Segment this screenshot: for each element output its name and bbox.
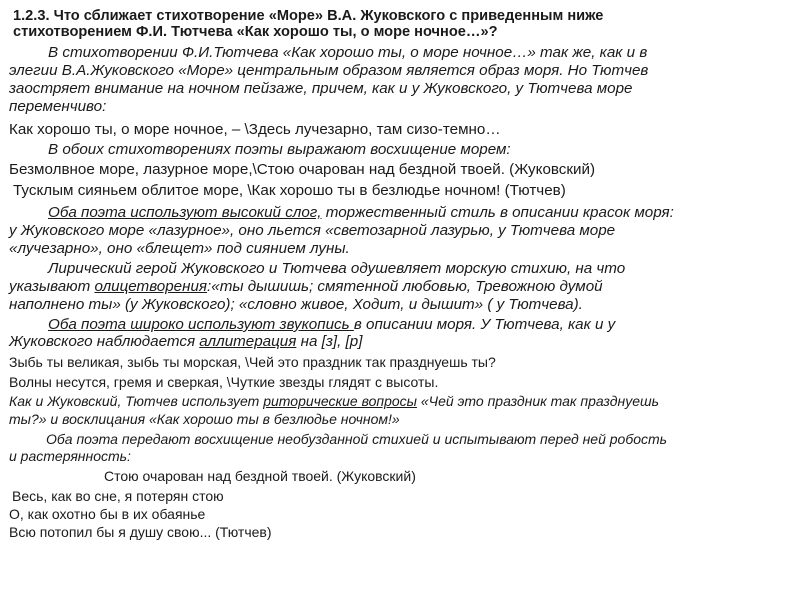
rhetoric-term: риторические вопросы	[263, 393, 417, 409]
conclusion-line-2: и растерянность:	[9, 448, 131, 464]
sound-line-2	[9, 333, 362, 351]
quote-zhukovsky: Безмолвное море, лазурное море,\Стою очарован над бездной твоей. (Жуковский)	[9, 161, 596, 178]
rhetoric-line-2: ты?» и восклицания «Как хорошо ты в безлюдье ночном!»	[9, 411, 400, 427]
sound-post: на [з], [р]	[296, 333, 363, 350]
sound-rest: в описании моря. У Тютчева, как и у	[353, 316, 616, 333]
intro-line-3: заостряет внимание на ночном пейзаже, причем, как и у Жуковского, у Тютчева море	[9, 80, 633, 97]
personification-line-2	[9, 278, 603, 296]
heading-line-2: стихотворением Ф.И. Тютчева «Как хорошо ты, о море ночное…»?	[13, 24, 498, 40]
both-admire-line: В обоих стихотворениях поэты выражают восхищение морем:	[48, 141, 511, 158]
final-line-1: Стою очарован над бездной твоей. (Жуковский)	[104, 468, 416, 484]
rhetoric-post: «Чей это праздник так празднуешь	[416, 393, 659, 409]
style-line-2: у Жуковского море «лазурное», оно льется «светозарной лазурью, у Тютчева море	[9, 222, 616, 239]
style-line-3: «лучезарно», оно «блещет» под сиянием луны.	[9, 240, 350, 257]
style-line-1	[48, 204, 674, 222]
sound-pre: Жуковского наблюдается	[9, 333, 200, 350]
personification-line-1: Лирический герой Жуковского и Тютчева одушевляет морскую стихию, на что	[48, 260, 626, 277]
rhetoric-pre: Как и Жуковский, Тютчев использует	[9, 393, 264, 409]
sound-underlined: Оба поэта широко используют звукопись	[48, 316, 354, 333]
personification-line-3: наполнено ты» (у Жуковского); «словно живое, Ходит, и дышит» ( у Тютчева).	[9, 296, 583, 313]
heading-line-1: 1.2.3. Что сближает стихотворение «Море» В.А. Жуковского с приведенным ниже	[13, 8, 604, 24]
intro-line-4: переменчиво:	[9, 98, 107, 115]
personification-post: :«ты дышишь; смятенной любовью, Тревожною думой	[207, 278, 603, 295]
intro-line-1: В стихотворении Ф.И.Тютчева «Как хорошо ты, о море ночное…» так же, как и в	[48, 44, 648, 61]
line-zyb: Зыбь ты великая, зыбь ты морская, \Чей это праздник так празднуешь ты?	[9, 354, 496, 370]
personification-pre: указывают	[9, 278, 95, 295]
sound-term: аллитерация	[199, 333, 297, 350]
sound-line-1	[48, 316, 615, 334]
final-line-3: О, как охотно бы в их обаянье	[9, 506, 206, 522]
conclusion-line-1: Оба поэта передают восхищение необузданной стихией и испытывают перед ней робость	[46, 431, 668, 447]
quote-tyutchev-opening: Как хорошо ты, о море ночное, – \Здесь лучезарно, там сизо-темно…	[9, 121, 501, 138]
personification-term: олицетворения	[94, 278, 208, 295]
quote-tyutchev: Тусклым сияньем облитое море, \Как хорошо ты в безлюдье ночном! (Тютчев)	[13, 182, 566, 199]
intro-line-2: элегии В.А.Жуковского «Море» центральным образом является образ моря. Но Тютчев	[9, 62, 649, 79]
rhetoric-line-1	[9, 392, 659, 410]
style-underlined: Оба поэта используют высокий слог,	[48, 204, 322, 221]
line-volny: Волны несутся, гремя и сверкая, \Чуткие звезды глядят с высоты.	[9, 374, 439, 390]
final-line-2: Весь, как во сне, я потерян стою	[12, 488, 224, 504]
style-rest: торжественный стиль в описании красок моря:	[321, 204, 674, 221]
final-line-4: Всю потопил бы я душу свою... (Тютчев)	[9, 524, 272, 540]
